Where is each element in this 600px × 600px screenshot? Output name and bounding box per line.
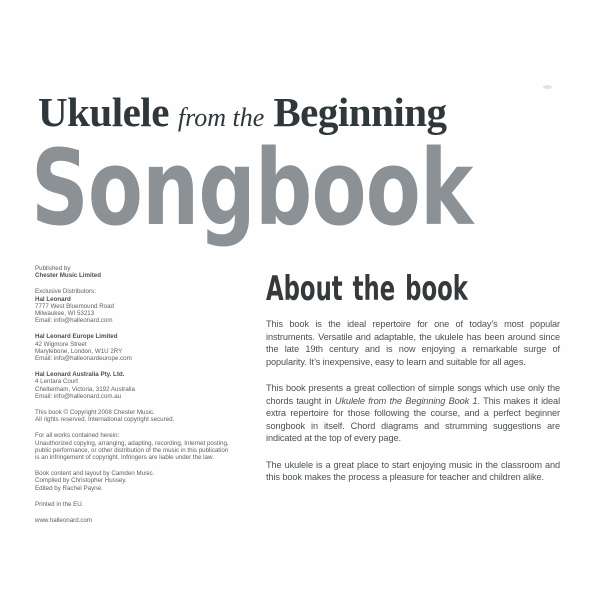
printed-in-block <box>35 501 253 508</box>
copyright-line: All rights reserved. International copyright secured. <box>35 416 175 424</box>
credit-line: Published by <box>35 265 71 272</box>
copyright-line: This book © Copyright 2008 Chester Music. <box>35 409 155 417</box>
address-line: Marylebone, London, W1U 2RY <box>35 347 123 355</box>
distributor-name: Hal Leonard <box>35 295 71 303</box>
about-paragraph-2-before: This book presents a great collection of simple songs which use only the chords taught in <box>266 383 560 406</box>
address-line: 7777 West Bluemound Road <box>35 302 114 310</box>
credit-line: Book content and layout by Camden Music. <box>35 470 155 478</box>
scan-smudge <box>543 85 552 89</box>
email-line: Email: info@halleonard.com <box>35 317 113 325</box>
title-word-ukulele: Ukulele <box>38 89 169 135</box>
about-paragraph-3: The ukulele is a great place to start enjoying music in the classroom and this book makes the process a pleasure for teacher and children alike. <box>266 459 560 482</box>
title-word-beginning: Beginning <box>273 89 447 135</box>
songbook-subtitle: Songbook <box>31 127 473 249</box>
legal-notice-block <box>35 432 253 461</box>
publisher-credits <box>35 265 253 533</box>
copyright-block <box>35 409 253 423</box>
email-line: Email: info@halleonardeurope.com <box>35 355 132 363</box>
website-url: www.halleonard.com <box>35 517 93 525</box>
about-paragraph-2-book-title: Ukulele from the Beginning Book 1 <box>334 395 478 406</box>
about-paragraph-1: This book is the ideal repertoire for one of today’s most popular instruments. Versatile and adaptable, the ukulele has been around since the late 19th century and is now enjoying a remarkable surge of popularity. It’s inexpensive, easy to learn and suitable for all ages. <box>266 319 560 367</box>
address-line: 42 Wigmore Street <box>35 340 87 348</box>
about-paragraph-2-after: . This makes it ideal extra repertoire for those following the course, and a perfect beginner songbook in itself. Chord diagrams and strumming suggestions are indicated at the top of every page. <box>266 395 561 443</box>
legal-line: public performance, or other distribution of the music in this publication <box>35 446 229 454</box>
address-line: Cheltenham, Victoria, 3192 Australia <box>35 385 135 393</box>
distributor-us-block <box>35 288 253 324</box>
credit-line: Exclusive Distributors: <box>35 288 96 296</box>
website-block <box>35 517 253 524</box>
about-heading: About the book <box>266 269 468 309</box>
address-line: 4 Lentara Court <box>35 378 78 386</box>
publisher-name: Chester Music Limited <box>35 272 102 280</box>
email-line: Email: info@halleonard.com.au <box>35 392 122 400</box>
title-words-from-the: from the <box>177 103 265 132</box>
distributor-name: Hal Leonard Europe Limited <box>35 333 118 341</box>
legal-line: is an infringement of copyright. Infringers are liable under the law. <box>35 454 214 462</box>
published-by-block <box>35 265 253 279</box>
credits-block <box>35 470 253 492</box>
distributor-australia-block <box>35 371 253 400</box>
distributor-europe-block <box>35 333 253 362</box>
about-body <box>266 318 560 498</box>
address-line: Milwaukee, WI 53213 <box>35 310 95 318</box>
legal-line: For all works contained herein: <box>35 432 120 440</box>
credit-line: Compiled by Christopher Hussey. <box>35 477 127 485</box>
distributor-name: Hal Leonard Australia Pty. Ltd. <box>35 371 125 379</box>
credit-line: Edited by Rachel Payne. <box>35 484 103 492</box>
about-paragraph-2 <box>266 382 560 445</box>
legal-line: Unauthorized copying, arranging, adapting, recording, Internet posting, <box>35 439 229 447</box>
printed-line: Printed in the EU. <box>35 500 84 508</box>
